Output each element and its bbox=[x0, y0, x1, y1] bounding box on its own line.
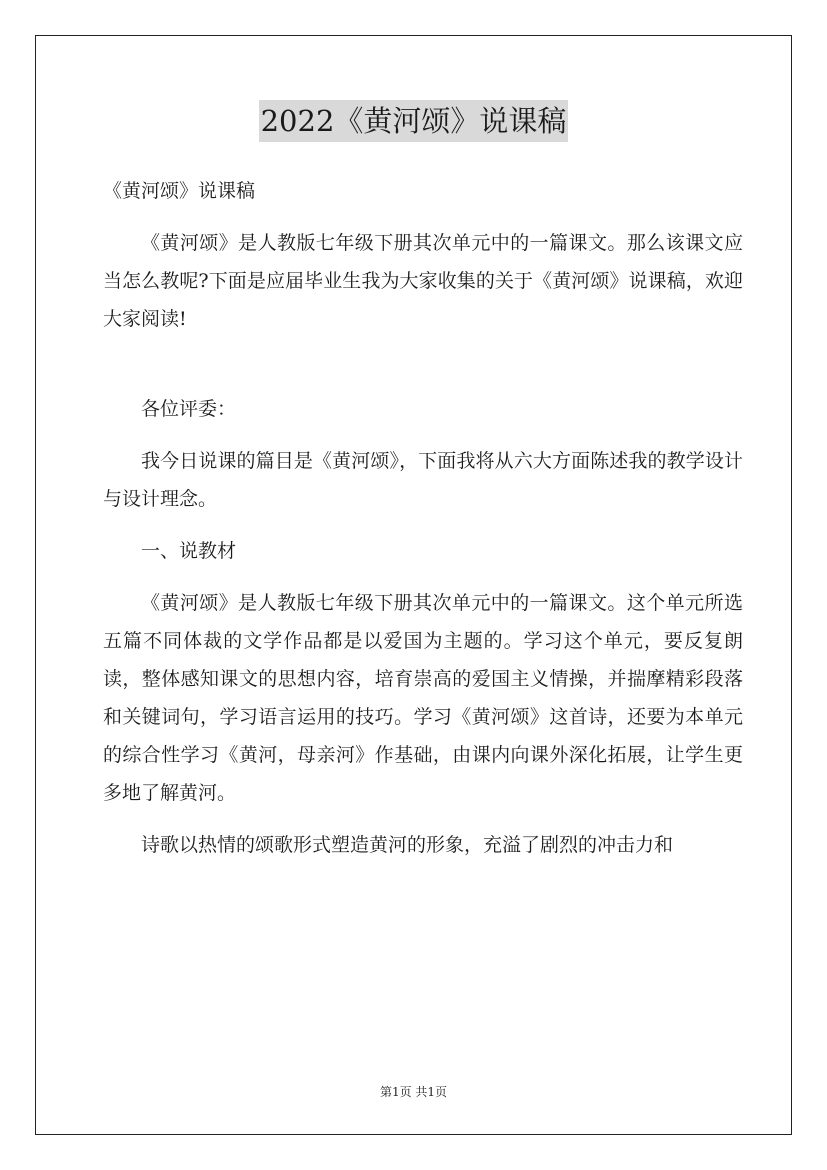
paragraph-intro: 《黄河颂》是人教版七年级下册其次单元中的一篇课文。那么该课文应当怎么教呢?下面是应届毕业生我为大家收集的关于《黄河颂》说课稿，欢迎大家阅读! bbox=[103, 232, 743, 330]
section-heading-textbook: 一、说教材 bbox=[141, 540, 237, 562]
paragraph-textbook: 《黄河颂》是人教版七年级下册其次单元中的一篇课文。这个单元所选五篇不同体裁的文学作品都是以爱国为主题的。学习这个单元，要反复朗读，整体感知课文的思想内容，培育崇高的爱国主义情操，并揣摩精彩段落和关键词句，学习语言运用的技巧。学习《黄河颂》这首诗，还要为本单元的综合性学习《黄河，母亲河》作基础，由课内向课外深化拓展，让学生更多地了解黄河。 bbox=[103, 592, 743, 804]
paragraph-overview: 我今日说课的篇目是《黄河颂》，下面我将从六大方面陈述我的教学设计与设计理念。 bbox=[103, 450, 743, 510]
document-title: 2022《黄河颂》说课稿 bbox=[259, 100, 569, 142]
page-number: 第1页 共1页 bbox=[379, 1085, 448, 1099]
paragraph-subtitle: 《黄河颂》说课稿 bbox=[103, 180, 256, 202]
page-footer bbox=[0, 1083, 827, 1101]
paragraph-poem: 诗歌以热情的颂歌形式塑造黄河的形象，充溢了剧烈的冲击力和 bbox=[141, 834, 674, 856]
document-body bbox=[103, 172, 743, 878]
title-container bbox=[0, 100, 827, 142]
paragraph-greeting: 各位评委： bbox=[141, 398, 237, 420]
